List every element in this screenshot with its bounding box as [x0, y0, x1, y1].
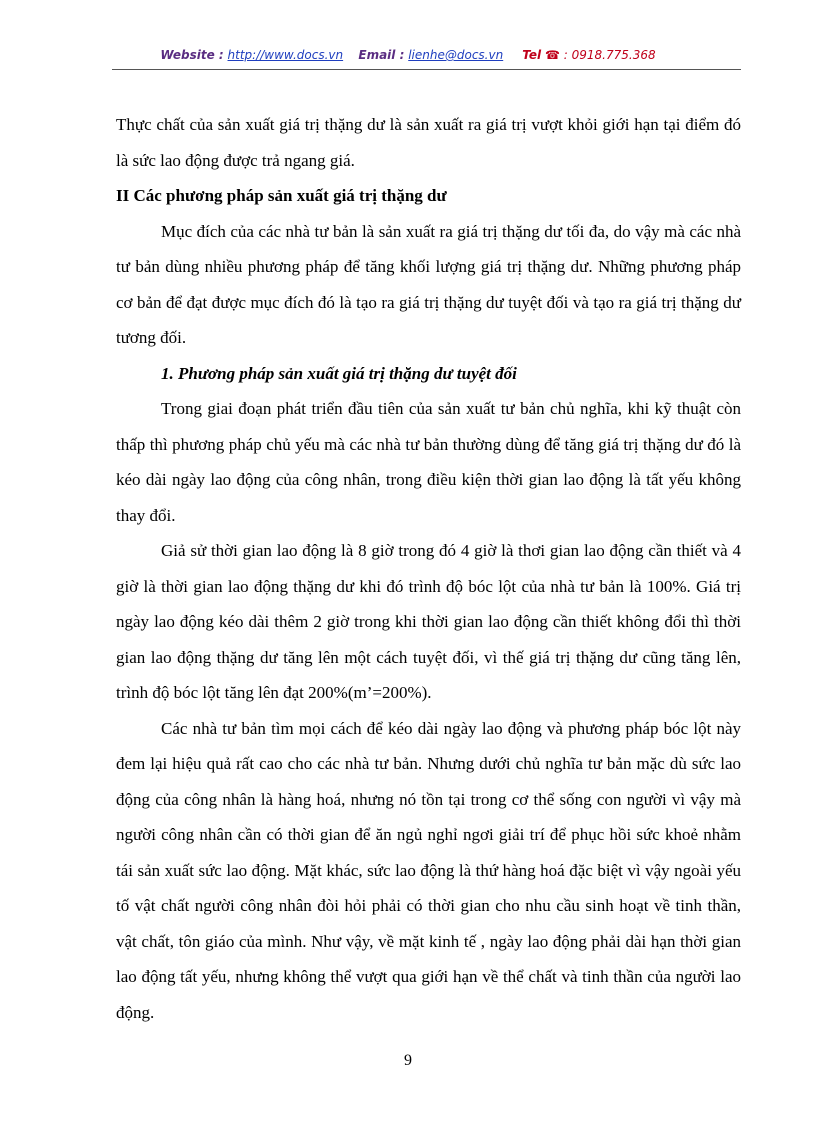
email-link[interactable]: lienhe@docs.vn — [408, 48, 504, 62]
paragraph-1: Thực chất của sản xuất giá trị thặng dư là sản xuất ra giá trị vượt khỏi giới hạn tại điểm đó là sức lao động được trả ngang giá. — [116, 115, 741, 170]
section-heading: II Các phương pháp sản xuất giá trị thặng dư — [116, 186, 447, 205]
website-link[interactable]: http://www.docs.vn — [227, 48, 344, 62]
page-number: 9 — [404, 1052, 412, 1069]
tel-label: Tel — [522, 48, 542, 62]
phone-icon: ☎ — [545, 48, 560, 62]
header-divider — [112, 69, 741, 70]
paragraph-4: Giả sử thời gian lao động là 8 giờ trong đó 4 giờ là thơi gian lao động cần thiết và 4 giờ là thời gian lao động thặng dư khi đó trình độ bóc lột của nhà tư bản là 100%. Giá trị ngày lao động kéo dài thêm 2 giờ trong khi thời gian lao động cần thiết không đổi thì thời gian lao động thặng dư tăng lên một cách tuyệt đối, vì thế giá trị thặng dư cũng tăng lên, trình độ bóc lột tăng lên đạt 200%(m’=200%). — [116, 541, 741, 702]
subsection-heading: 1. Phương pháp sản xuất giá trị thặng dư tuyệt đối — [161, 363, 517, 383]
paragraph-3: Trong giai đoạn phát triển đầu tiên của sản xuất tư bản chủ nghĩa, khi kỹ thuật còn thấp thì phương pháp chủ yếu mà các nhà tư bản thường dùng để tăng giá trị thặng dư đó là kéo dài ngày lao động của công nhân, trong điều kiện thời gian lao động là tất yếu không thay đổi. — [116, 399, 741, 525]
tel-number: : 0918.775.368 — [563, 48, 656, 62]
website-label: Website : — [160, 48, 224, 62]
paragraph-2: Mục đích của các nhà tư bản là sản xuất ra giá trị thặng dư tối đa, do vậy mà các nhà tư bản dùng nhiều phương pháp để tăng khối lượng giá trị thặng dư. Những phương pháp cơ bản để đạt được mục đích đó là tạo ra giá trị thặng dư tuyệt đối và tạo ra giá trị thặng dư tương đối. — [116, 221, 741, 347]
document-body — [116, 107, 741, 1030]
page-header — [0, 48, 816, 62]
email-label: Email : — [358, 48, 405, 62]
paragraph-5: Các nhà tư bản tìm mọi cách để kéo dài ngày lao động và phương pháp bóc lột này đem lại hiệu quả rất cao cho các nhà tư bản. Nhưng dưới chủ nghĩa tư bản mặc dù sức lao động của công nhân là hàng hoá, nhưng nó tồn tại trong cơ thể sống con người vì vậy mà người công nhân cần có thời gian để ăn ngủ nghỉ ngơi giải trí để phục hồi sức khoẻ nhằm tái sản xuất sức lao động. Mặt khác, sức lao động là thứ hàng hoá đặc biệt vì vậy ngoài yếu tố vật chất người công nhân đòi hỏi phải có thời gian cho nhu cầu sinh hoạt về tinh thần, vật chất, tôn giáo của mình. Như vậy, về mặt kinh tế , ngày lao động phải dài hạn thời gian lao động tất yếu, nhưng không thể vượt qua giới hạn về thể chất và tinh thần của người lao động. — [116, 718, 741, 1022]
